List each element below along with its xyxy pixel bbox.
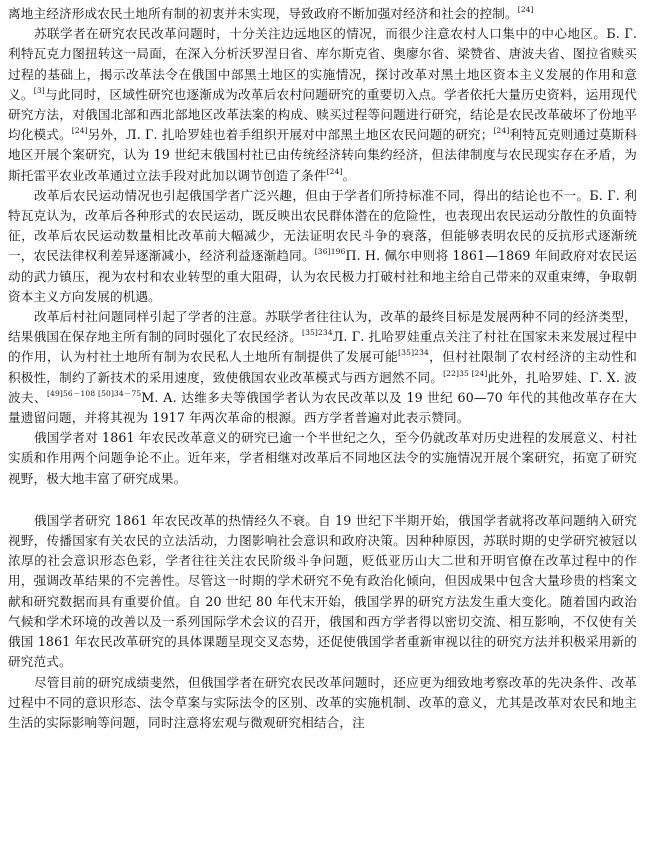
paragraph-text: 与此同时，区域性研究也逐渐成为改革后农村问题研究的重要切入点。学者依托大量历史资料，运用现代研究方法，对俄国北部和西北部地区改革法案的构成、赎买过程等问题进行研究，结论是农民改革破坏了份地平均化模式。 <box>8 86 637 143</box>
section-gap <box>8 489 637 511</box>
paragraph-text: М. А. 达维多夫等俄国学者认为农民改革以及 19 世纪 60—70 年代的其他改革存在大量遗留问题，并将其视为 1917 年两次革命的根源。西方学者普遍对此表示赞同。 <box>8 389 638 426</box>
paragraph-text: 俄国学者对 1861 年农民改革意义的研究已逾一个半世纪之久，至今仍就改革对历史进程的发展意义、村社实质和作用两个问题争论不止。近年来，学者相继对改革后不同地区法令的实施情况开展个案研究，拓宽了研究视野，极大地丰富了研究成果。 <box>8 430 637 486</box>
paragraph-text: 。 <box>342 167 356 183</box>
body-paragraph <box>8 24 637 186</box>
paragraph-text: 改革后农民运动情况也引起俄国学者广泛兴趣，但由于学者们所持标准不同，得出的结论也不一。Б. Г. 利特瓦克认为，改革后各种形式的农民运动，既反映出农民群体潜在的危险性，也表现出农民运动分散性的负面特征，改革后农民运动数量相比改革前大幅减少，无法证明农民斗争的衰落，但能够表明农民的反抗形式逐渐统一，农民法律权利差异逐渐减小，经济利益逐渐趋同。 <box>8 187 637 264</box>
paragraph-text: ，但村社限制了农村经济的主动性和积极性，制约了新技术的采用速度，致使俄国农业改革模式与西方迥然不同。 <box>8 349 638 385</box>
paragraph-text: 改革后村社问题同样引起了学者的注意。苏联学者往往认为，改革的最终目标是发展两种不同的经济类型，结果俄国在保存地主所有制的同时强化了农民经济。 <box>8 309 637 345</box>
citation-ref: [24] <box>71 126 88 136</box>
paragraph-text: П. Н. 佩尔申则将 1861—1869 年间政府对农民运动的武力镇压，视为农村和农业转型的重大阻碍，认为农民极力打破村社和地主给自己带来的双重束缚，争取朝资本主义方向发展的机遇。 <box>8 248 637 304</box>
body-paragraph <box>8 186 637 307</box>
paragraph-text: 另外，Л. Г. 扎哈罗娃也着手组织开展对中部黑土地区农民问题的研究； <box>87 127 494 143</box>
citation-ref: [24] <box>326 166 343 176</box>
paragraph-text: 苏联学者在研究农民改革问题时，十分关注边远地区的情况，而很少注意农村人口集中的中心地区。Б. Г. 利特瓦克力图扭转这一局面，在深入分析沃罗涅日省、库尔斯克省、奥廖尔省、梁赞省、唐波夫省、图拉省赎买过程的基础上，揭示改革法令在俄国中部黑土地区的实施情况，探讨改革对黑土地区资本主义发展的作用和意义。 <box>8 26 637 102</box>
body-paragraph <box>8 307 637 428</box>
citation-ref: [22]35 [24] <box>443 368 488 378</box>
citation-ref: [24] <box>517 5 534 14</box>
body-paragraph <box>8 4 637 24</box>
paragraph-text: 尽管目前的研究成绩斐然，但俄国学者在研究农民改革问题时，还应更为细致地考察改革的先决条件、改革过程中不同的意识形态、法令草案与实际法令的区别、改革的实施机制、改革的意义，尤其是改革对农民和地主生活的实际影响等问题，同时注意将宏观与微观研究相结合，注 <box>8 674 637 730</box>
citation-ref: [3] <box>33 85 45 95</box>
citation-ref: [35]234 <box>302 328 333 338</box>
citation-ref: [24] <box>493 126 510 136</box>
paragraph-text: Л. Г. 扎哈罗娃重点关注了村社在国家未来发展过程中的作用，认为村社土地所有制为农民私人土地所有制提供了发展可能 <box>8 329 637 365</box>
paragraph-text: 离地主经济形成农民土地所有制的初衷并未实现，导致政府不断加强对经济和社会的控制。 <box>8 6 518 21</box>
body-paragraph <box>8 511 637 673</box>
paragraph-text: 利特瓦克则通过莫斯科地区开展个案研究，认为 19 世纪末俄国村社已由传统经济转向集约经济，但法律制度与农民现实存在矛盾，为斯托雷平农业改革通过立法手段对此加以调节创造了条件 <box>8 127 637 183</box>
paragraph-text: 此外，扎哈罗娃、Г. Х. 波波夫、 <box>8 369 637 405</box>
body-paragraph <box>8 428 637 489</box>
paragraph-text: 俄国学者研究 1861 年农民改革的热情经久不衰。自 19 世纪下半期开始，俄国学者就将改革问题纳入研究视野，传播国家有关农民的立法活动，力图影响社会意识和政府决策。因种种原因，苏联时期的史学研究被冠以浓厚的社会意识形态色彩，学者往往关注农民阶级斗争问题，贬低亚历山大二世和开明官僚在改革过程中的作用，强调改革结果的不完善性。尽管这一时期的学术研究不免有政治化倾向，但因成果中包含大量珍贵的档案文献和研究数据而具有重要价值。自 20 世纪 80 年代末开始，俄国学界的研究方法发生重大变化。随着国内政治气候和学术环境的改善以及一系列国际学术会议的召开，俄国和西方学者得以密切交流、相互影响，不仅使有关俄国 1861 年农民改革研究的具体课题呈现交叉态势，还促使俄国学者重新审视以往的研究方法并积极采用新的研究范式。 <box>8 512 637 670</box>
citation-ref: [36]196 <box>314 247 346 257</box>
citation-ref: [35]234 <box>398 348 429 358</box>
citation-ref: [49]56－108 [50]34－75 <box>46 388 142 398</box>
body-paragraph <box>8 673 637 734</box>
